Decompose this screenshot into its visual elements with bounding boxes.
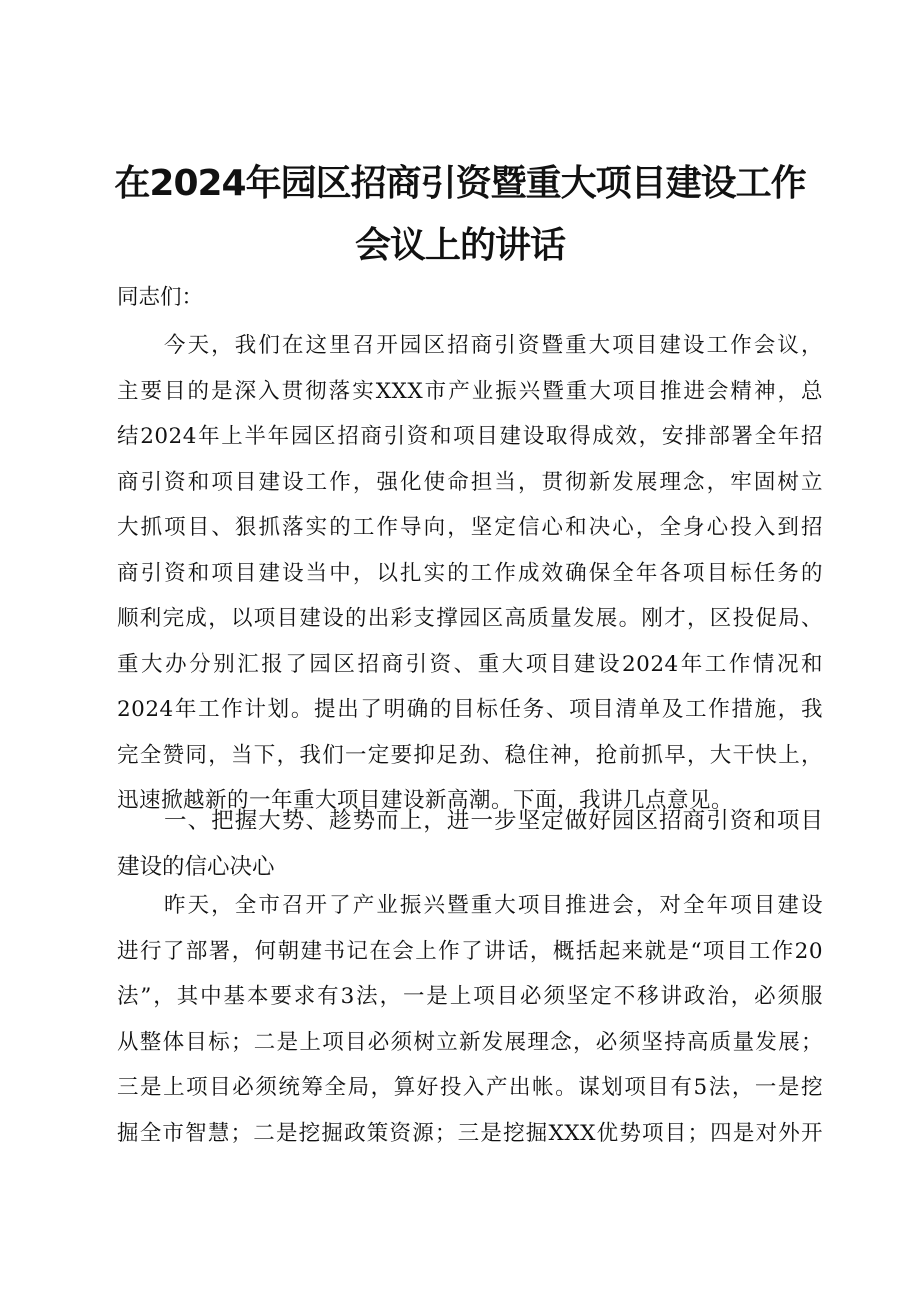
paragraph-line: 结2024年上半年园区招商引资和项目建设取得成效，安排部署全年招 xyxy=(117,424,823,449)
paragraph-line: 完全赞同，当下，我们一定要抑足劲、稳住神，抢前抓早，大干快上， xyxy=(117,742,823,768)
paragraph-line: 顺利完成，以项目建设的出彩支撑园区高质量发展。刚才，区投促局、 xyxy=(117,606,823,631)
paragraph-line: 主要目的是深入贯彻落实XXX市产业振兴暨重大项目推进会精神，总 xyxy=(117,378,823,404)
paragraph-line: 法”，其中基本要求有3法，一是上项目必须坚定不移讲政治，必须服 xyxy=(117,984,823,1009)
paragraph-line: 迅速掀越新的一年重大项目建设新高潮。下面，我讲几点意见。 xyxy=(117,788,734,813)
section-heading-1 xyxy=(117,798,823,890)
document-title-line-1: 在2024年园区招商引资暨重大项目建设工作 xyxy=(114,163,806,204)
paragraph-line: 大抓项目、狠抓落实的工作导向，坚定信心和决心，全身心投入到招 xyxy=(117,515,823,540)
paragraph-line: 掘全市智慧；二是挖掘政策资源；三是挖掘XXX优势项目；四是对外开 xyxy=(117,1120,823,1146)
paragraph-line: 进行了部署，何朝建书记在会上作了讲话，概括起来就是“项目工作20 xyxy=(117,938,823,964)
paragraph-line: 2024年工作计划。提出了明确的目标任务、项目清单及工作措施，我 xyxy=(117,697,823,722)
paragraph-line: 重大办分别汇报了园区招商引资、重大项目建设2024年工作情况和 xyxy=(117,651,823,677)
heading-line: 一、把握大势、趁势而上，进一步坚定做好园区招商引资和项目 xyxy=(164,808,823,834)
salutation: 同志们： xyxy=(117,285,204,310)
paragraph-line: 商引资和项目建设当中，以扎实的工作成效确保全年各项目标任务的 xyxy=(117,560,823,586)
paragraph-2 xyxy=(117,883,823,1156)
paragraph-line: 商引资和项目建设工作，强化使命担当，贯彻新发展理念，牢固树立 xyxy=(117,469,823,495)
paragraph-line: 从整体目标；二是上项目必须树立新发展理念，必须坚持高质量发展； xyxy=(117,1029,823,1055)
paragraph-line: 三是上项目必须统筹全局，算好投入产出帐。谋划项目有5法，一是挖 xyxy=(117,1075,823,1100)
paragraph-line: 昨天，全市召开了产业振兴暨重大项目推进会，对全年项目建设 xyxy=(164,893,823,918)
heading-line: 建设的信心决心 xyxy=(117,854,275,880)
document-title-line-2: 会议上的讲话 xyxy=(354,225,565,266)
paragraph-1 xyxy=(117,323,823,824)
paragraph-line: 今天，我们在这里召开园区招商引资暨重大项目建设工作会议， xyxy=(164,333,823,358)
